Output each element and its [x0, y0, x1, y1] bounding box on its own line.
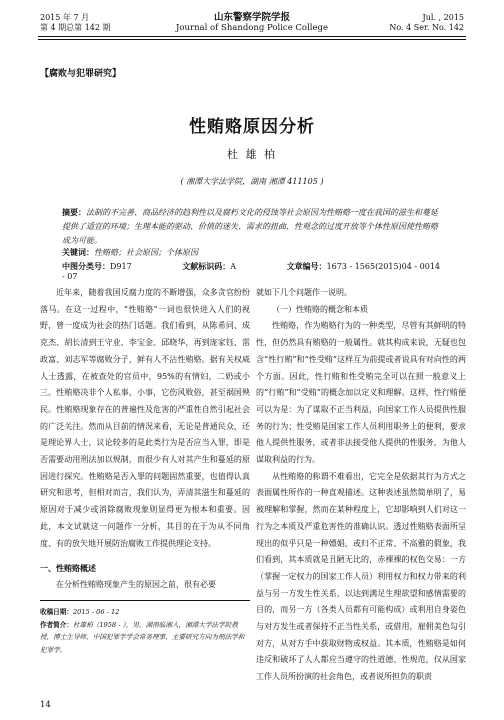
section-label: 【腐败与犯罪研究】 [40, 69, 122, 79]
journal-name-cn: 山东警察学院学报 [213, 12, 290, 23]
section-heading: 一、性贿赂概述 [40, 563, 96, 574]
clc-value: D917 [110, 262, 132, 271]
received-label: 收稿日期： [40, 608, 73, 616]
body-paragraph: 在分析性贿赂现象产生的原因之前，很有必要 [56, 579, 216, 589]
body-column-left [40, 285, 250, 594]
body-paragraph: 从性贿赂的称谓不难看出，它完全是依据其行为方式之表面属性所作的一种直观描述。这种表述虽然简单明了，易被理解和掌握，然而在某种程度上，它却影响到人们对这一行为之本质及严重危害性的准确认识。透过性贿赂表面所呈现出的似乎只是一种嫖娼，或归不正常、不高雅的假象，我们看到，其本质就是丑陋无比的，赤裸裸的权色交易：一方（掌握一定权力的国家工作人员）利用权力和权力带来的利益与另一方发生性关系，以达到满足生理欲望和感情需要的目的，而另一方（各类人员都有可能构成）或利用自身姿色与对方发生或者保持不正当性关系，或借用，雇佣美色勾引对方，从对方手中获取财物或权益。其本质，性贿赂是如何违反和破坏了人人都应当遵守的性道德、性规范，仅从国家工作人员所扮演的社会角色，或者说所担负的职责 [256, 471, 466, 682]
header-issue-en: No. 4 Ser. No. 142 [389, 23, 464, 32]
header-rule-thin [38, 39, 466, 40]
journal-name-en: Journal of Shandong Police College [176, 23, 328, 33]
article-id-value: 1673 - 1565(2015)04 - 0014 - 07 [62, 262, 440, 281]
received-date: 2015 - 06 - 12 [72, 608, 120, 616]
body-paragraph: 性贿赂，作为贿赂行为的一种类型，尽管有其鲜明的特性，但仍然具有贿赂的一般属性。就其构成来说，无疑也包含“性行贿”和“性受贿”这样互为前提或者说具有对向性的两个方面。因此，性行贿和性受贿完全可以在照一般意义上的“行贿”和“受贿”的概念加以定义和理解。这样，性行贿便可以为是：为了谋取不正当利益，向国家工作人员提供性服务的行为；性受贿是国家工作人员利用职务上的便利，要求他人提供性服务，或者非法接受他人提供的性服务，为他人谋取利益的行为。 [256, 321, 466, 465]
article-title: 性贿赂原因分析 [189, 117, 315, 137]
header-date: 2015 年 7 月 [40, 13, 90, 22]
header-issue: 第 4 期总第 142 期 [40, 23, 111, 32]
doc-code-value: A [230, 262, 237, 271]
author-affiliation: ( 湘潭大学法学院，湖南 湘潭 411105 ) [180, 177, 324, 186]
header-left [40, 13, 111, 33]
author-bio: 杜雄柏（1958 - ），男，湖南临湘人，湘潭大学法学院教授，博士生导师，中国犯罪学学会常务理事，主要研究方向为刑法学和犯罪学。 [40, 620, 245, 654]
keywords [62, 247, 198, 258]
footnote-rule [40, 600, 250, 601]
header-rule-thick [38, 36, 466, 37]
abstract-text: 法制的不完善、商品经济的趋利性以及腐朽文化的侵蚀等社会原因为性贿赂一度在我国的滋生和蔓延提供了适宜的环境；生理本能的驱动、价值的迷失、需求的扭曲、性观念的过度开放等个体性原因使性贿赂成为可能。 [62, 208, 438, 245]
header-journal [150, 12, 354, 34]
keywords-text: 性贿赂；社会原因；个体原因 [94, 248, 198, 257]
clc-label: 中图分类号： [62, 261, 110, 271]
abstract-label: 摘要： [62, 207, 86, 217]
keywords-label: 关键词： [62, 247, 94, 257]
doc-code-label: 文献标识码： [182, 261, 231, 271]
footnote [40, 606, 250, 656]
page-number: 14 [40, 700, 51, 710]
body-paragraph: 就如下几个问题作一说明。 [256, 288, 352, 297]
article-id-label: 文章编号： [286, 261, 327, 271]
classification-line [62, 261, 444, 281]
header-right [389, 13, 464, 33]
header-date-en: Jul. , 2015 [422, 13, 464, 22]
body-paragraph: 近年来，随着我国反腐力度的不断增强，众多贪官纷纷落马。在这一过程中，“性贿赂”一词也很快进入人们的视野，曾一度成为社会的热门话题。我们看到，从陈希同、成克杰、胡长清到王守业、李宝金、邱晓华，再到庞家钰、雷政富、刘志军等腐败分子，鲜有人不沾性贿赂。据有关权威人士透露，在被查处的官员中，95%的有情妇，二奶或小三。性贿赂决非个人私事，小事，它伤风败俗，甚至祸国殃民。性贿赂现象存在的普遍性及危害的严重性自然引起社会的广泛关注。然而从目前的情况来看，无论是普通民众，还是理论界人士，议论较多的是此类行为是否应当入罪，即是否需要动用刑法加以规制，而很少有人对其产生和蔓延的原因进行探究。性贿赂是否入罪的问题固然重要，也值得认真研究和思考，但相对而言，我们认为，弄清其滋生和蔓延的原因对于减少或消除腐败现象则显得更为根本和重要。因此，本文试就这一问题作一分析，其目的在于为从不同角度、有的放矢地开展防治腐败工作提供理论支持。 [40, 288, 250, 548]
bio-label: 作者简介： [40, 620, 73, 629]
author-name: 杜 雄 柏 [227, 148, 277, 161]
abstract [62, 205, 444, 248]
body-column-right [256, 285, 466, 686]
subsection-heading: （一）性贿赂的概念和本质 [272, 304, 368, 314]
